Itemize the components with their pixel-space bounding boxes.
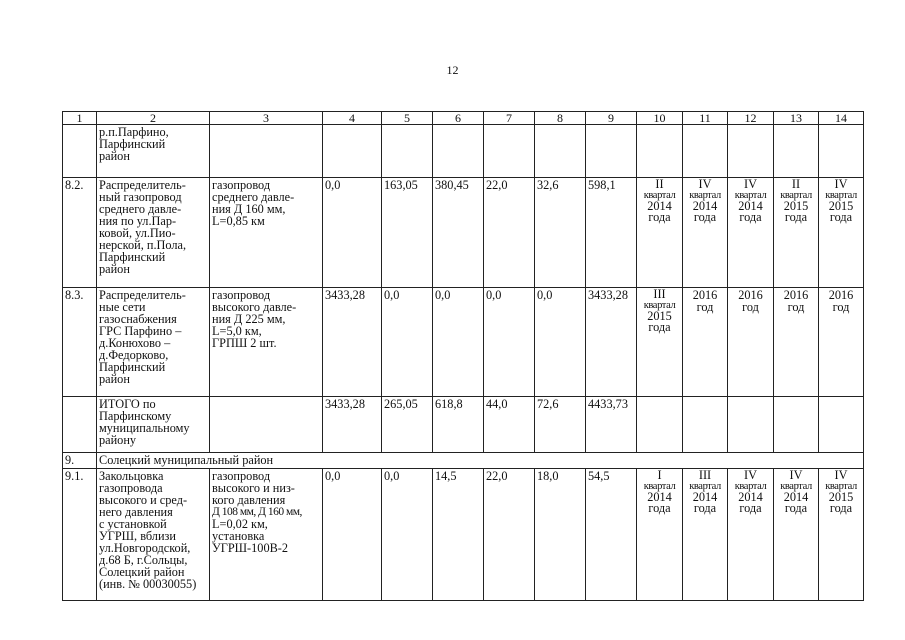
col-header-8: 8 [535,112,586,125]
cell-value-5: 0,0 [382,469,433,601]
cell-value-6: 618,8 [433,397,484,453]
col-header-7: 7 [484,112,535,125]
cell-value-9: 54,5 [586,469,637,601]
cell-name: Закольцовка газопровода высокого и сред- него давления с установкой УГРШ, вблизи ул.Новгородской, д.68 Б, г.Сольцы, Солецкий район (инв. № 00030055) [97,469,210,601]
cell-value-5: 163,05 [382,178,433,288]
cell-term-14: IV квартал 2015 года [819,178,864,288]
cell-term-12: 2016 год [728,288,774,397]
cell-num: 8.3. [63,288,97,397]
cell-empty [637,397,683,453]
cell-empty [210,125,323,178]
cell-empty [484,125,535,178]
cell-value-7: 44,0 [484,397,535,453]
col-header-9: 9 [586,112,637,125]
cell-empty [819,125,864,178]
cell-empty [210,397,323,453]
cell-value-5: 0,0 [382,288,433,397]
cell-empty [683,125,728,178]
cell-value-9: 598,1 [586,178,637,288]
cell-empty [382,125,433,178]
col-header-4: 4 [323,112,382,125]
cell-name: р.п.Парфино, Парфинский район [97,125,210,178]
cell-term-10: II квартал 2014 года [637,178,683,288]
col-header-12: 12 [728,112,774,125]
table-row-8-2 [63,178,864,288]
cell-term-12: IV квартал 2014 года [728,469,774,601]
cell-value-9: 3433,28 [586,288,637,397]
col-header-5: 5 [382,112,433,125]
cell-num: 9. [63,453,97,469]
col-header-13: 13 [774,112,819,125]
cell-spec: газопровод высокого и низ- кого давления Д 108 мм, Д 160 мм, L=0,02 км, установка УГРШ-100В-2 [210,469,323,601]
col-header-2: 2 [97,112,210,125]
cell-term-13: 2016 год [774,288,819,397]
cell-empty [433,125,484,178]
col-header-10: 10 [637,112,683,125]
cell-term-11: III квартал 2014 года [683,469,728,601]
column-number-row [63,112,864,125]
cell-term-13: II квартал 2015 года [774,178,819,288]
cell-num: 8.2. [63,178,97,288]
cell-empty [728,125,774,178]
cell-term-10: I квартал 2014 года [637,469,683,601]
cell-value-6: 14,5 [433,469,484,601]
cell-value-4: 0,0 [323,469,382,601]
cell-value-4: 3433,28 [323,288,382,397]
cell-empty [683,397,728,453]
cell-term-11: IV квартал 2014 года [683,178,728,288]
cell-empty [637,125,683,178]
cell-term-14: IV квартал 2015 года [819,469,864,601]
page-number: 12 [446,63,459,77]
cell-num: 9.1. [63,469,97,601]
cell-term-13: IV квартал 2014 года [774,469,819,601]
table-row-9-1 [63,469,864,601]
cell-value-8: 72,6 [535,397,586,453]
cell-name: Распределитель- ные сети газоснабжения ГРС Парфино – д.Конюхово – д.Федорково, Парфинский район [97,288,210,397]
cell-empty [728,397,774,453]
cell-term-11: 2016 год [683,288,728,397]
cell-empty [586,125,637,178]
cell-num [63,125,97,178]
col-header-3: 3 [210,112,323,125]
section-title: Солецкий муниципальный район [97,453,864,469]
cell-empty [819,397,864,453]
cell-value-7: 22,0 [484,469,535,601]
table-row-section-9 [63,453,864,469]
col-header-11: 11 [683,112,728,125]
cell-term-14: 2016 год [819,288,864,397]
cell-name: ИТОГО по Парфинскому муниципальному району [97,397,210,453]
cell-spec: газопровод высокого давле- ния Д 225 мм, L=5,0 км, ГРПШ 2 шт. [210,288,323,397]
investment-program-table [62,111,864,601]
cell-empty [774,397,819,453]
cell-value-4: 0,0 [323,178,382,288]
col-header-1: 1 [63,112,97,125]
cell-name: Распределитель- ный газопровод среднего давле- ния по ул.Пар- ковой, ул.Пио- нерской, п.Пола, Парфинский район [97,178,210,288]
cell-value-5: 265,05 [382,397,433,453]
cell-value-8: 18,0 [535,469,586,601]
cell-spec: газопровод среднего давле- ния Д 160 мм, L=0,85 км [210,178,323,288]
cell-value-4: 3433,28 [323,397,382,453]
cell-value-7: 22,0 [484,178,535,288]
cell-value-8: 32,6 [535,178,586,288]
cell-value-8: 0,0 [535,288,586,397]
table-row-total [63,397,864,453]
cell-value-6: 0,0 [433,288,484,397]
cell-value-6: 380,45 [433,178,484,288]
col-header-14: 14 [819,112,864,125]
cell-term-10: III квартал 2015 года [637,288,683,397]
cell-empty [323,125,382,178]
cell-empty [535,125,586,178]
cell-value-7: 0,0 [484,288,535,397]
cell-value-9: 4433,73 [586,397,637,453]
cell-term-12: IV квартал 2014 года [728,178,774,288]
table-row-8-3 [63,288,864,397]
table-row-continuation [63,125,864,178]
cell-num [63,397,97,453]
cell-empty [774,125,819,178]
col-header-6: 6 [433,112,484,125]
